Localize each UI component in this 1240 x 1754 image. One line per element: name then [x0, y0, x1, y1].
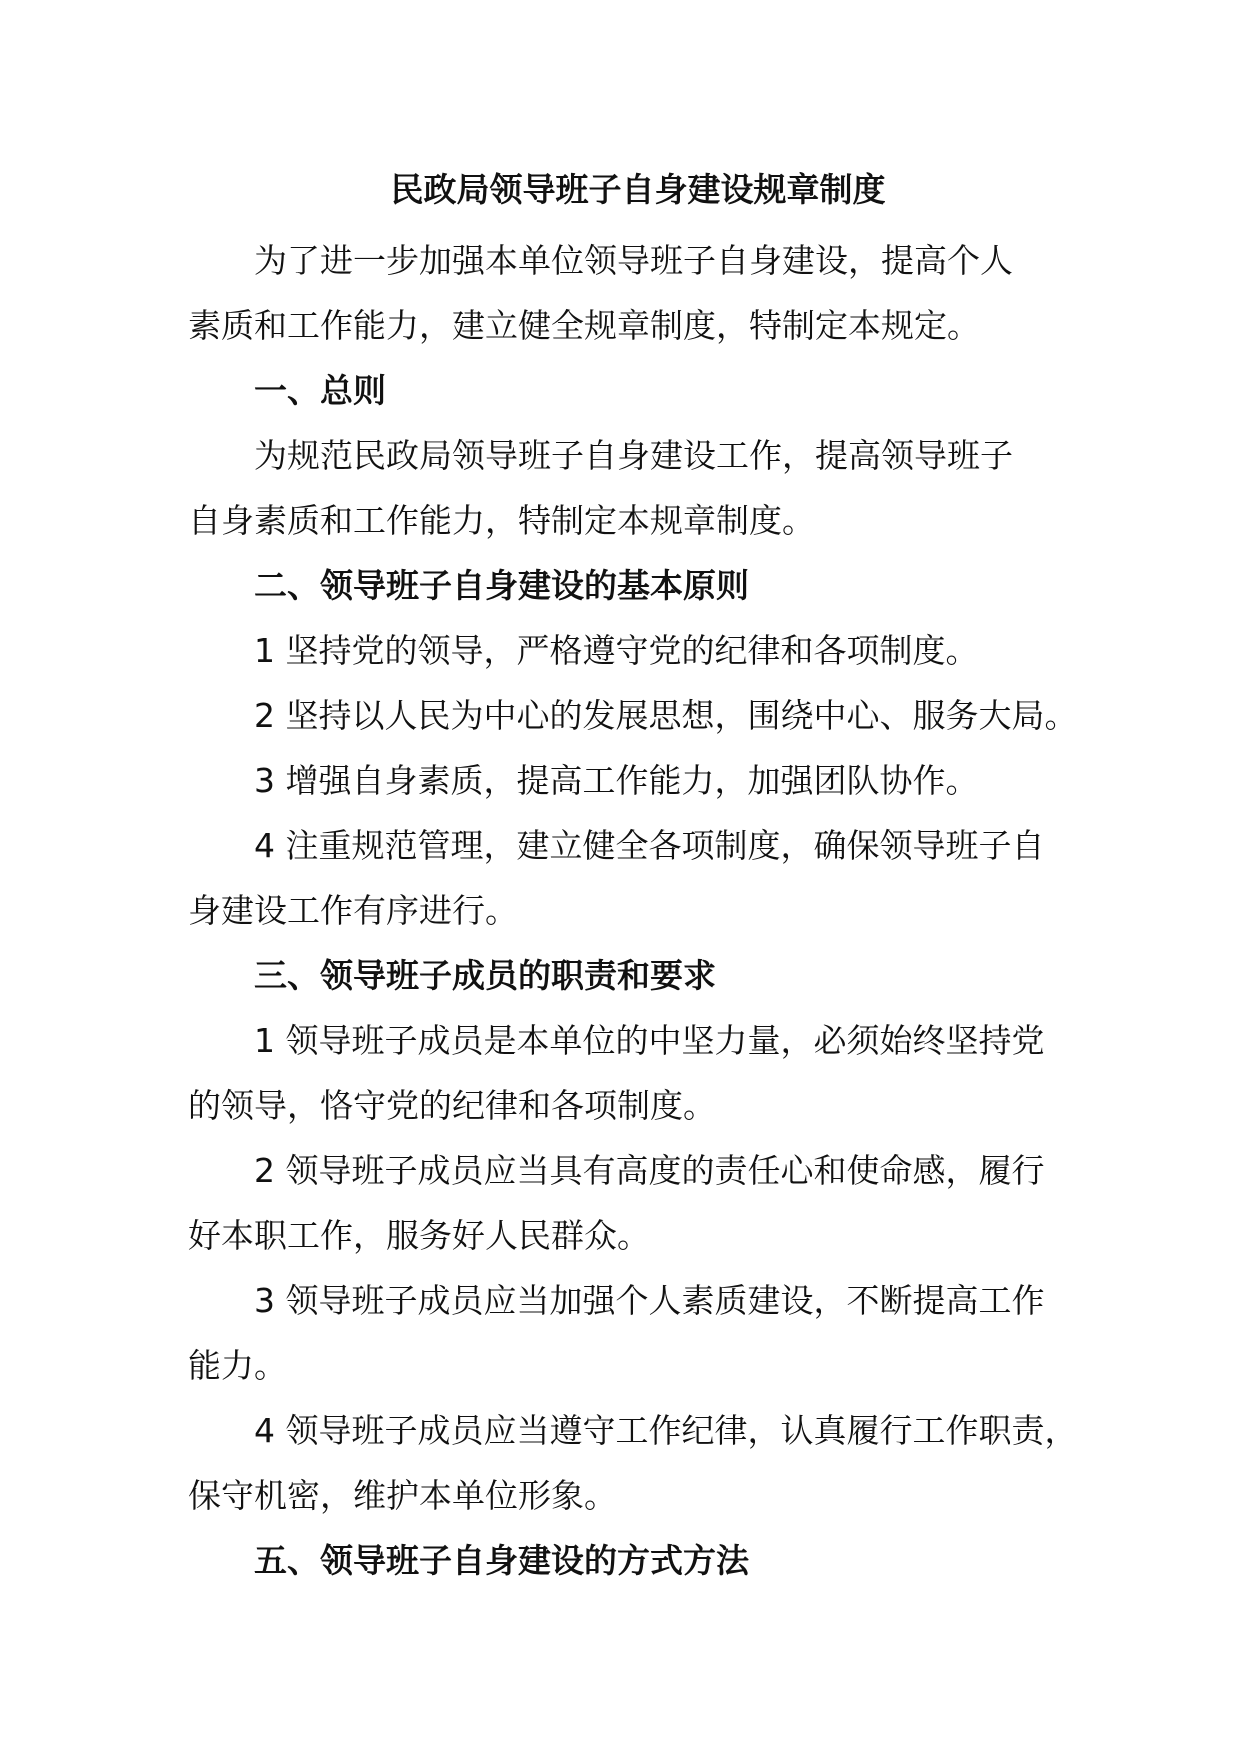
section-2-p1-line-1: 1 坚持党的领导，严格遵守党的纪律和各项制度。 — [254, 631, 979, 670]
section-2-paragraph-3 — [188, 748, 1088, 813]
section-3-p2-line-1: 2 领导班子成员应当具有高度的责任心和使命感，履行 — [254, 1151, 1045, 1190]
section-2-p3-line-1: 3 增强自身素质，提高工作能力，加强团队协作。 — [254, 761, 979, 800]
section-heading-methods: 五、领导班子自身建设的方式方法 — [254, 1541, 749, 1580]
section-3-paragraph-4 — [188, 1398, 1088, 1528]
section-2-paragraph-2 — [188, 683, 1088, 748]
intro-line-1: 为了进一步加强本单位领导班子自身建设，提高个人 — [254, 241, 1013, 280]
section-heading-principles: 二、领导班子自身建设的基本原则 — [254, 566, 749, 605]
section-2-p2-line-1: 2 坚持以人民为中心的发展思想，围绕中心、服务大局。 — [254, 696, 1078, 735]
section-heading-general: 一、总则 — [254, 371, 386, 410]
section-3-p3-line-1: 3 领导班子成员应当加强个人素质建设，不断提高工作 — [254, 1281, 1045, 1320]
section-3-paragraph-1 — [188, 1008, 1088, 1138]
section-2-paragraph-4 — [188, 813, 1088, 943]
section-3-p4-line-2: 保守机密，维护本单位形象。 — [188, 1476, 617, 1515]
section-1-paragraph-1 — [188, 423, 1088, 553]
section-1-p1-line-1: 为规范民政局领导班子自身建设工作，提高领导班子 — [254, 436, 1013, 475]
section-3-paragraph-3 — [188, 1268, 1088, 1398]
section-2-p4-line-2: 身建设工作有序进行。 — [188, 891, 518, 930]
section-3-p2-line-2: 好本职工作，服务好人民群众。 — [188, 1216, 650, 1255]
section-3-paragraph-2 — [188, 1138, 1088, 1268]
section-3-p1-line-1: 1 领导班子成员是本单位的中坚力量，必须始终坚持党 — [254, 1021, 1045, 1060]
section-3-p3-line-2: 能力。 — [188, 1346, 287, 1385]
section-3-p1-line-2: 的领导，恪守党的纪律和各项制度。 — [188, 1086, 716, 1125]
document-page — [188, 170, 1088, 1593]
intro-paragraph — [188, 228, 1088, 358]
section-2-p4-line-1: 4 注重规范管理，建立健全各项制度，确保领导班子自 — [254, 826, 1045, 865]
document-title: 民政局领导班子自身建设规章制度 — [390, 170, 886, 209]
section-2-paragraph-1 — [188, 618, 1088, 683]
section-heading-duties: 三、领导班子成员的职责和要求 — [254, 956, 716, 995]
section-3-p4-line-1: 4 领导班子成员应当遵守工作纪律，认真履行工作职责， — [254, 1411, 1078, 1450]
section-1-p1-line-2: 自身素质和工作能力，特制定本规章制度。 — [188, 501, 815, 540]
intro-line-2: 素质和工作能力，建立健全规章制度，特制定本规定。 — [188, 306, 980, 345]
